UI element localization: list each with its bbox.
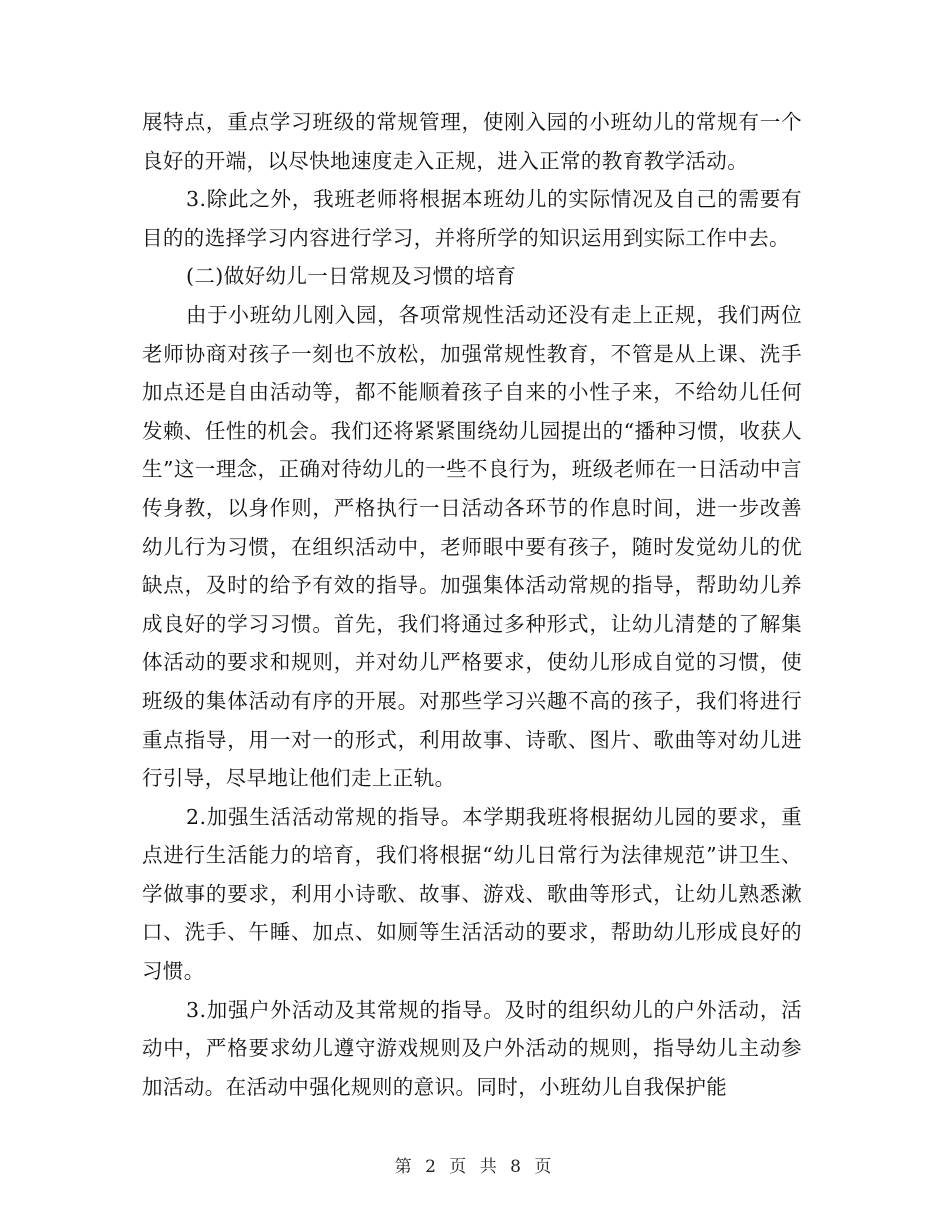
paragraph-2: 3.除此之外，我班老师将根据本班幼儿的实际情况及自己的需要有目的的选择学习内容进行学习，并将所学的知识运用到实际工作中去。 xyxy=(142,187,802,250)
paragraph-3: 由于小班幼儿刚入园，各项常规性活动还没有走上正规，我们两位老师协商对孩子一刻也不放松，加强常规性教育，不管是从上课、洗手加点还是自由活动等，都不能顺着孩子自来的小性子来，不给幼儿任何发赖、任性的机会。我们还将紧紧围绕幼儿园提出的“播种习惯，收获人生”这一理念，正确对待幼儿的一些不良行为，班级老师在一日活动中言传身教，以身作则，严格执行一日活动各环节的作息时间，进一步改善幼儿行为习惯，在组织活动中，老师眼中要有孩子，随时发觉幼儿的优缺点，及时的给予有效的指导。加强集体活动常规的指导，帮助幼儿养成良好的学习习惯。首先，我们将通过多种形式，让幼儿清楚的了解集体活动的要求和规则，并对幼儿严格要求，使幼儿形成自觉的习惯，使班级的集体活动有序的开展。对那些学习兴趣不高的孩子，我们将进行重点指导，用一对一的形式，利用故事、诗歌、图片、歌曲等对幼儿进行引导，尽早地让他们走上正轨。 xyxy=(142,302,802,791)
page-number-footer: 第 2 页 共 8 页 xyxy=(394,1157,556,1177)
paragraph-1: 展特点，重点学习班级的常规管理，使刚入园的小班幼儿的常规有一个良好的开端，以尽快地速度走入正规，进入正常的教育教学活动。 xyxy=(142,110,802,173)
document-body xyxy=(142,103,802,1106)
paragraph-4: 2.加强生活活动常规的指导。本学期我班将根据幼儿园的要求，重点进行生活能力的培育，我们将根据“幼儿日常行为法律规范”讲卫生、学做事的要求，利用小诗歌、故事、游戏、歌曲等形式，让幼儿熟悉漱口、洗手、午睡、加点、如厕等生活活动的要求，帮助幼儿形成良好的习惯。 xyxy=(142,804,802,984)
section-heading: (二)做好幼儿一日常规及习惯的培育 xyxy=(186,264,517,289)
paragraph-5: 3.加强户外活动及其常规的指导。及时的组织幼儿的户外活动，活动中，严格要求幼儿遵守游戏规则及户外活动的规则，指导幼儿主动参加活动。在活动中强化规则的意识。同时，小班幼儿自我保护能 xyxy=(142,997,802,1099)
